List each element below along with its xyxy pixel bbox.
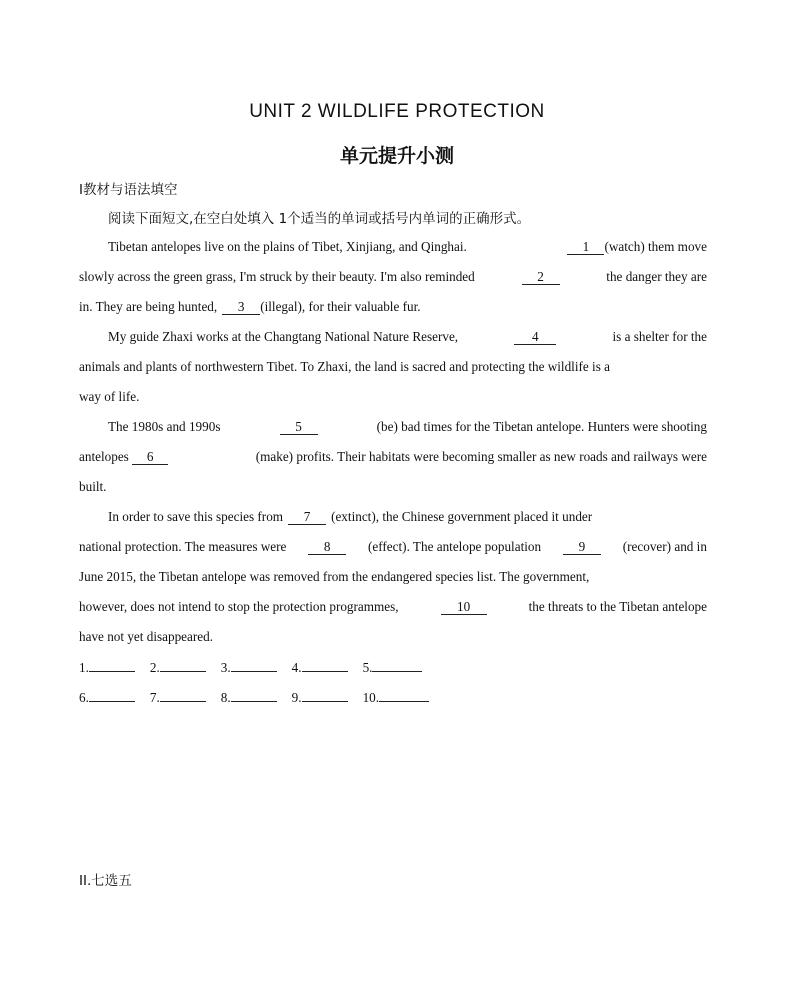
blank-6[interactable]: 6 [132, 449, 168, 465]
passage-line [79, 627, 707, 647]
passage-text: In order to save this species from [108, 509, 284, 524]
answer-slot[interactable]: 2. [150, 658, 206, 678]
passage-text: Tibetan antelopes live on the plains of Tibet, Xinjiang, and Qinghai. [108, 239, 467, 254]
passage-line [79, 477, 707, 497]
answer-slot[interactable]: 1. [79, 658, 135, 678]
answer-slot[interactable]: 8. [221, 688, 277, 708]
passage-line [79, 297, 707, 317]
section-heading-grammar-fill: I教材与语法填空 [79, 182, 178, 198]
answer-underline [302, 688, 348, 702]
passage-text: built. [79, 479, 107, 494]
answer-slot[interactable]: 9. [292, 688, 348, 708]
passage-line [79, 537, 707, 557]
answer-row [79, 688, 444, 708]
passage-text: antelopes [79, 449, 129, 464]
answer-underline [89, 688, 135, 702]
blank-10[interactable]: 10 [441, 599, 487, 615]
passage-text: The 1980s and 1990s [108, 419, 221, 434]
page-title: UNIT 2 WILDLIFE PROTECTION [249, 101, 545, 122]
answer-underline [231, 658, 277, 672]
answer-underline [160, 658, 206, 672]
blank-8[interactable]: 8 [308, 539, 346, 555]
answer-row [79, 658, 437, 678]
passage-text: (recover) and in [622, 539, 707, 554]
answer-slot[interactable]: 5. [363, 658, 423, 678]
answer-underline [231, 688, 277, 702]
answer-slot[interactable]: 6. [79, 688, 135, 708]
blank-2[interactable]: 2 [522, 269, 560, 285]
answer-slot[interactable]: 7. [150, 688, 206, 708]
answer-underline [379, 688, 429, 702]
passage-line [79, 567, 707, 587]
answer-slot[interactable]: 10. [363, 688, 429, 708]
answer-underline [89, 658, 135, 672]
passage-line [79, 417, 707, 437]
blank-5[interactable]: 5 [280, 419, 318, 435]
passage-text: is a shelter for the [612, 329, 707, 344]
section-heading-seven-choose-five: II.七选五 [79, 873, 132, 889]
passage-text: June 2015, the Tibetan antelope was removed from the endangered species list. The government, [79, 569, 590, 584]
blank-9[interactable]: 9 [563, 539, 601, 555]
passage-text: slowly across the green grass, I'm struck by their beauty. I'm also reminded [79, 269, 475, 284]
answer-underline [372, 658, 422, 672]
passage-text: have not yet disappeared. [79, 629, 214, 644]
instruction-text: 阅读下面短文,在空白处填入 1个适当的单词或括号内单词的正确形式。 [108, 211, 531, 227]
passage-text: the danger they are [606, 269, 707, 284]
passage-text: however, does not intend to stop the protection programmes, [79, 599, 399, 614]
passage-line [79, 357, 707, 377]
blank-4[interactable]: 4 [514, 329, 556, 345]
answer-slot[interactable]: 3. [221, 658, 277, 678]
passage-text: (effect). The antelope population [368, 539, 542, 554]
passage-text: (make) profits. Their habitats were becoming smaller as new roads and railways were [255, 449, 707, 464]
passage-line [79, 267, 707, 287]
passage-text: (extinct), the Chinese government placed it under [331, 509, 593, 524]
page-subtitle: 单元提升小测 [339, 145, 454, 167]
answer-slot[interactable]: 4. [292, 658, 348, 678]
passage-text: (illegal), for their valuable fur. [260, 299, 421, 314]
passage-text: in. They are being hunted, [79, 299, 218, 314]
passage-line [79, 237, 707, 257]
passage-text: national protection. The measures were [79, 539, 287, 554]
passage-line [79, 507, 707, 527]
passage-text: animals and plants of northwestern Tibet. To Zhaxi, the land is sacred and protecting the wildlife is a [79, 359, 610, 374]
passage-text: (be) bad times for the Tibetan antelope. Hunters were shooting [376, 419, 707, 434]
passage-text: way of life. [79, 389, 140, 404]
passage-text: My guide Zhaxi works at the Changtang National Nature Reserve, [108, 329, 459, 344]
passage-line [79, 597, 707, 617]
passage-line [79, 447, 707, 467]
passage-line [79, 327, 707, 347]
passage-text: (watch) them move [604, 239, 707, 254]
passage-text: the threats to the Tibetan antelope [528, 599, 707, 614]
passage-line [79, 387, 707, 407]
blank-7[interactable]: 7 [288, 509, 326, 525]
answer-underline [160, 688, 206, 702]
blank-3[interactable]: 3 [222, 299, 260, 315]
answer-underline [302, 658, 348, 672]
blank-1[interactable]: 1 [567, 239, 604, 255]
